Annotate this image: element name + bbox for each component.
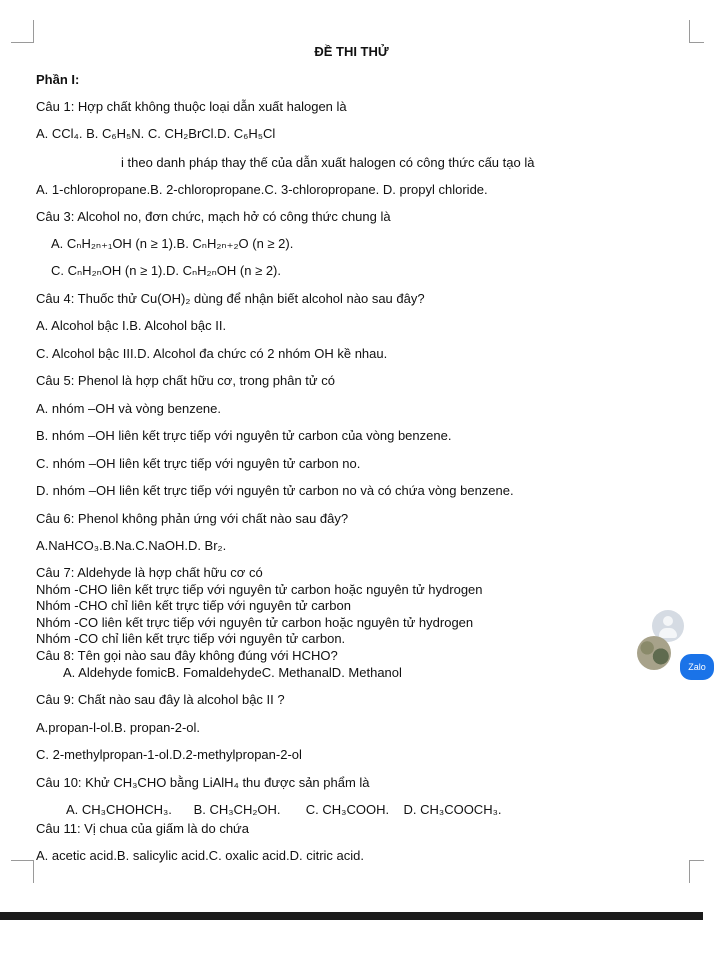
question-11: Câu 11: Vị chua của giấm là do chứa: [36, 821, 249, 836]
question-4-options-a-b: A. Alcohol bậc I.B. Alcohol bậc II.: [36, 318, 227, 333]
question-2: i theo danh pháp thay thế của dẫn xuất halogen có công thức cấu tạo là: [121, 155, 535, 170]
question-5-option-c: C. nhóm –OH liên kết trực tiếp với nguyên tử carbon no.: [36, 456, 361, 471]
question-2-options: A. 1-chloropropane.B. 2-chloropropane.C. 3-chloropropane. D. propyl chloride.: [36, 182, 488, 197]
question-11-options: A. acetic acid.B. salicylic acid.C. oxalic acid.D. citric acid.: [36, 848, 364, 863]
crop-mark-top-left: [11, 20, 34, 43]
question-8: Câu 8: Tên gọi nào sau đây không đúng với HCHO?: [36, 648, 338, 663]
question-9-options-c-d: C. 2-methylpropan-1-ol.D.2-methylpropan-2-ol: [36, 747, 302, 762]
question-9-options-a-b: A.propan-l-ol.B. propan-2-ol.: [36, 720, 201, 735]
question-7-option-c: Nhóm -CO liên kết trực tiếp với nguyên tử carbon hoặc nguyên tử hydrogen: [36, 615, 474, 630]
crop-mark-bottom-right: [689, 860, 704, 883]
question-5-option-b: B. nhóm –OH liên kết trực tiếp với nguyên tử carbon của vòng benzene.: [36, 428, 452, 443]
zalo-badge-button[interactable]: Zalo: [678, 652, 716, 682]
crop-mark-top-right: [689, 20, 704, 43]
question-5-option-a: A. nhóm –OH và vòng benzene.: [36, 401, 222, 416]
question-1: Câu 1: Hợp chất không thuộc loại dẫn xuất halogen là: [36, 99, 347, 114]
question-6-options: A.NaHCO₃.B.Na.C.NaOH.D. Br₂.: [36, 538, 227, 553]
section-heading: Phần I:: [36, 72, 80, 87]
chat-group-thumbnail[interactable]: [637, 636, 671, 670]
question-10: Câu 10: Khử CH₃CHO bằng LiAlH₄ thu được sản phẩm là: [36, 775, 370, 790]
question-3-options-c-d: C. CₙH₂ₙOH (n ≥ 1).D. CₙH₂ₙOH (n ≥ 2).: [51, 263, 281, 278]
question-8-options: A. Aldehyde fomicB. FomaldehydeC. MethanalD. Methanol: [63, 665, 402, 680]
question-9: Câu 9: Chất nào sau đây là alcohol bậc II ?: [36, 692, 285, 707]
question-3-options-a-b: A. CₙH₂ₙ₊₁OH (n ≥ 1).B. CₙH₂ₙ₊₂O (n ≥ 2).: [51, 236, 294, 251]
question-3: Câu 3: Alcohol no, đơn chức, mạch hở có công thức chung là: [36, 209, 391, 224]
page-bottom-bar: [0, 912, 703, 920]
question-4-options-c-d: C. Alcohol bậc III.D. Alcohol đa chức có 2 nhóm OH kề nhau.: [36, 346, 388, 361]
question-7: Câu 7: Aldehyde là hợp chất hữu cơ có: [36, 565, 263, 580]
question-6: Câu 6: Phenol không phản ứng với chất nào sau đây?: [36, 511, 349, 526]
question-5: Câu 5: Phenol là hợp chất hữu cơ, trong phân tử có: [36, 373, 335, 388]
question-7-option-b: Nhóm -CHO chỉ liên kết trực tiếp với nguyên tử carbon: [36, 598, 351, 613]
question-7-option-d: Nhóm -CO chỉ liên kết trực tiếp với nguyên tử carbon.: [36, 631, 346, 646]
question-7-option-a: Nhóm -CHO liên kết trực tiếp với nguyên tử carbon hoặc nguyên tử hydrogen: [36, 582, 483, 597]
document-title: ĐỀ THI THỬ: [314, 44, 389, 59]
question-4: Câu 4: Thuốc thử Cu(OH)₂ dùng để nhận biết alcohol nào sau đây?: [36, 291, 425, 306]
question-1-options: A. CCl₄. B. C₆H₅N. C. CH₂BrCl.D. C₆H₅Cl: [36, 126, 276, 141]
question-5-option-d: D. nhóm –OH liên kết trực tiếp với nguyên tử carbon no và có chứa vòng benzene.: [36, 483, 514, 498]
question-10-options: A. CH₃CHOHCH₃. B. CH₃CH₂OH. C. CH₃COOH. D. CH₃COOCH₃.: [66, 802, 502, 817]
crop-mark-bottom-left: [11, 860, 34, 883]
